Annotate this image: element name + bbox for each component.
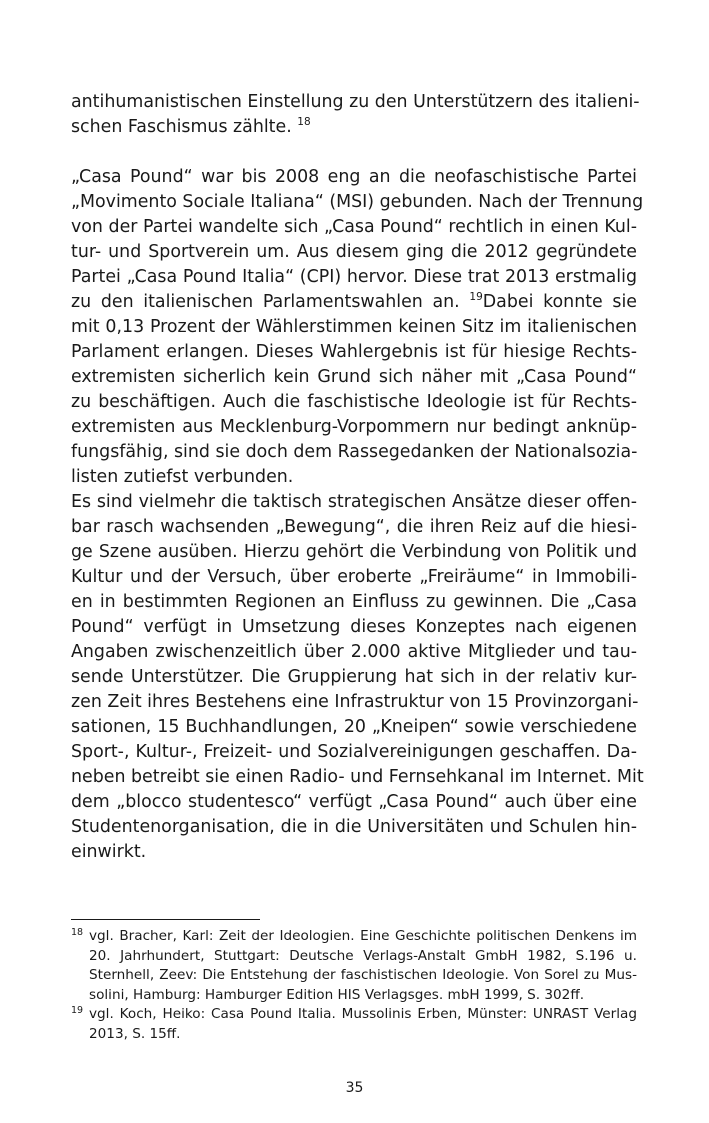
text-line: Studentenorganisation, die in die Universitäten und Schulen hin- bbox=[71, 817, 637, 837]
footnote-number: 19 bbox=[71, 1005, 84, 1016]
text-line: antihumanistischen Einstellung zu den Unterstützern des italieni- bbox=[71, 92, 640, 112]
footnote-line: solini, Hamburg: Hamburger Edition HIS Verlagsges. mbH 1999, S. 302ff. bbox=[89, 986, 585, 1003]
paragraph-1 bbox=[71, 90, 640, 140]
footnote-ref-18[interactable]: 18 bbox=[297, 116, 311, 128]
footnote-line: vgl. Bracher, Karl: Zeit der Ideologien. Eine Geschichte politischen Denkens im bbox=[89, 928, 637, 944]
text-line: bar rasch wachsenden „Bewegung“, die ihren Reiz auf die hiesi- bbox=[71, 517, 637, 537]
text-line bbox=[71, 115, 637, 140]
text-line: „Casa Pound“ war bis 2008 eng an die neofaschistische Partei bbox=[71, 167, 637, 187]
footnote-line: 2013, S. 15ff. bbox=[89, 1025, 181, 1042]
text-line: Parlament erlangen. Dieses Wahlergebnis ist für hiesige Rechts- bbox=[71, 342, 637, 362]
text-line: Es sind vielmehr die taktisch strategischen Ansätze dieser offen- bbox=[71, 492, 637, 512]
footnote-separator bbox=[71, 919, 260, 920]
footnote-text bbox=[89, 927, 637, 1005]
text-line: extremisten aus Mecklenburg-Vorpommern nur bedingt anknüp- bbox=[71, 417, 637, 437]
text-line: ge Szene ausüben. Hierzu gehört die Verbindung von Politik und bbox=[71, 542, 637, 562]
text-line: von der Partei wandelte sich „Casa Pound“ rechtlich in einen Kul- bbox=[71, 217, 637, 237]
text-line: en in bestimmten Regionen an Einfluss zu gewinnen. Die „Casa bbox=[71, 592, 637, 612]
footnote-line: Sternhell, Zeev: Die Entstehung der faschistischen Ideologie. Von Sorel zu Mus- bbox=[89, 967, 637, 983]
text-line: „Movimento Sociale Italiana“ (MSI) gebunden. Nach der Trennung bbox=[71, 192, 644, 212]
footnote-line: vgl. Koch, Heiko: Casa Pound Italia. Mussolinis Erben, Münster: UNRAST Verlag bbox=[89, 1006, 637, 1022]
text-line-content: schen Faschismus zählte. bbox=[71, 117, 292, 137]
text-line: extremisten sicherlich kein Grund sich näher mit „Casa Pound“ bbox=[71, 367, 637, 387]
text-line: zu beschäftigen. Auch die faschistische Ideologie ist für Rechts- bbox=[71, 392, 637, 412]
footnote-ref-19[interactable]: 19 bbox=[469, 291, 483, 303]
text-line: Kultur und der Versuch, über eroberte „Freiräume“ in Immobili- bbox=[71, 567, 637, 587]
text-line: Angaben zwischenzeitlich über 2.000 aktive Mitglieder und tau- bbox=[71, 642, 637, 662]
text-line-content: zu den italienischen Parlamentswahlen an. bbox=[71, 292, 460, 312]
text-line: tur- und Sportverein um. Aus diesem ging die 2012 gegründete bbox=[71, 242, 637, 262]
footnote-text bbox=[89, 1005, 637, 1044]
text-line: dem „blocco studentesco“ verfügt „Casa Pound“ auch über eine bbox=[71, 792, 637, 812]
text-line: neben betreibt sie einen Radio- und Fernsehkanal im Internet. Mit bbox=[71, 767, 644, 787]
footnote-number: 18 bbox=[71, 927, 84, 938]
page-number: 35 bbox=[345, 1080, 364, 1096]
text-line: Pound“ verfügt in Umsetzung dieses Konzeptes nach eigenen bbox=[71, 617, 637, 637]
text-line: Partei „Casa Pound Italia“ (CPI) hervor. Diese trat 2013 erstmalig bbox=[71, 267, 637, 287]
text-line: sende Unterstützer. Die Gruppierung hat sich in der relativ kur- bbox=[71, 667, 637, 687]
text-line: sationen, 15 Buchhandlungen, 20 „Kneipen“ sowie verschiedene bbox=[71, 717, 637, 737]
text-line: fungsfähig, sind sie doch dem Rassegedanken der Nationalsozia- bbox=[71, 442, 638, 462]
text-line-content: Dabei konnte sie bbox=[482, 292, 637, 312]
text-line: zen Zeit ihres Bestehens eine Infrastruktur von 15 Provinzorgani- bbox=[71, 692, 639, 712]
footnote-line: 20. Jahrhundert, Stuttgart: Deutsche Verlags-Anstalt GmbH 1982, S.196 u. bbox=[89, 947, 637, 964]
text-line: einwirkt. bbox=[71, 842, 147, 862]
text-line: mit 0,13 Prozent der Wählerstimmen keinen Sitz im italienischen bbox=[71, 317, 637, 337]
text-line: listen zutiefst verbunden. bbox=[71, 467, 294, 487]
text-line bbox=[71, 290, 637, 315]
paragraph-2 bbox=[71, 165, 644, 865]
text-line: Sport-, Kultur-, Freizeit- und Sozialvereinigungen geschaffen. Da- bbox=[71, 742, 637, 762]
